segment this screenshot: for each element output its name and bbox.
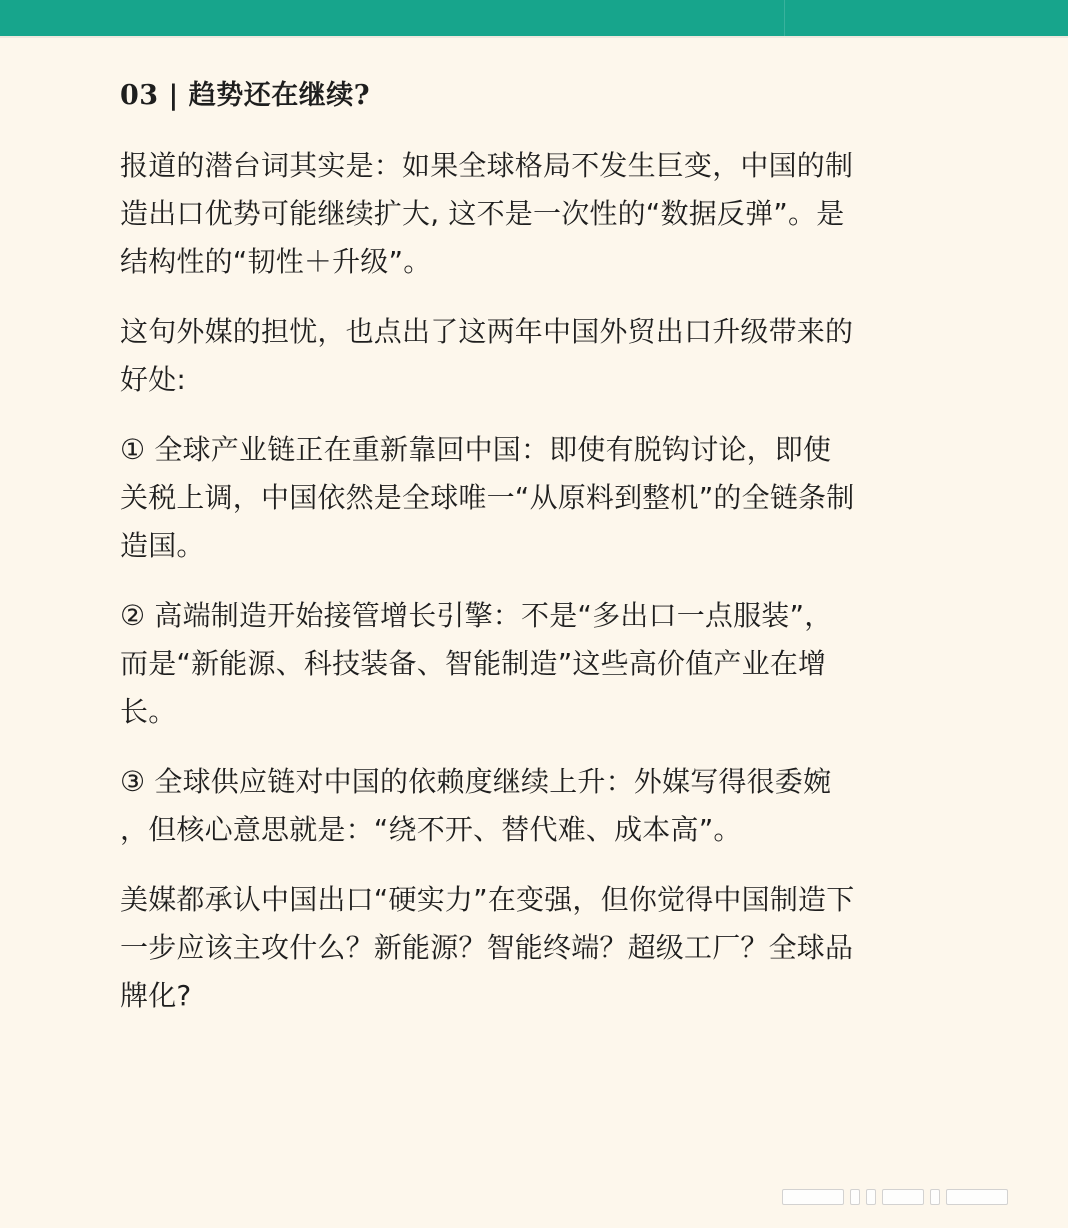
paragraph-intro: 报道的潜台词其实是：如果全球格局不发生巨变，中国的制 造出口优势可能继续扩大, 这不是一次性的“数据反弹”。是 结构性的“韧性＋升级”。	[120, 149, 854, 278]
article-body	[120, 76, 950, 1042]
paragraph-concern: 这句外媒的担忧，也点出了这两年中国外贸出口升级带来的 好处:	[120, 315, 854, 396]
paragraph-point-1: ① 全球产业链正在重新靠回中国：即使有脱钩讨论，即使 关税上调，中国依然是全球唯一“从原料到整机”的全链条制 造国。	[120, 433, 855, 562]
watermark-mark	[882, 1189, 924, 1205]
section-heading: 03 | 趋势还在继续?	[120, 80, 371, 111]
paragraph-point-2: ② 高端制造开始接管增长引擎：不是“多出口一点服装”， 而是“新能源、科技装备、智能制造”这些高价值产业在增 长。	[120, 599, 833, 728]
paragraph-point-3: ③ 全球供应链对中国的依赖度继续上升：外媒写得很委婉 ，但核心意思就是：“绕不开、替代难、成本高”。	[120, 765, 832, 846]
watermark-mark	[850, 1189, 860, 1205]
watermark-mark	[946, 1189, 1008, 1205]
watermark-mark	[866, 1189, 876, 1205]
watermark-logo	[782, 1186, 1044, 1208]
top-bar-shadow	[0, 36, 1068, 38]
top-bar-divider	[784, 0, 785, 36]
paragraph-question: 美媒都承认中国出口“硬实力”在变强，但你觉得中国制造下 一步应该主攻什么？新能源？智能终端？超级工厂？全球品 牌化?	[120, 883, 855, 1012]
watermark-mark	[782, 1189, 844, 1205]
top-bar	[0, 0, 1068, 36]
watermark-mark	[930, 1189, 940, 1205]
